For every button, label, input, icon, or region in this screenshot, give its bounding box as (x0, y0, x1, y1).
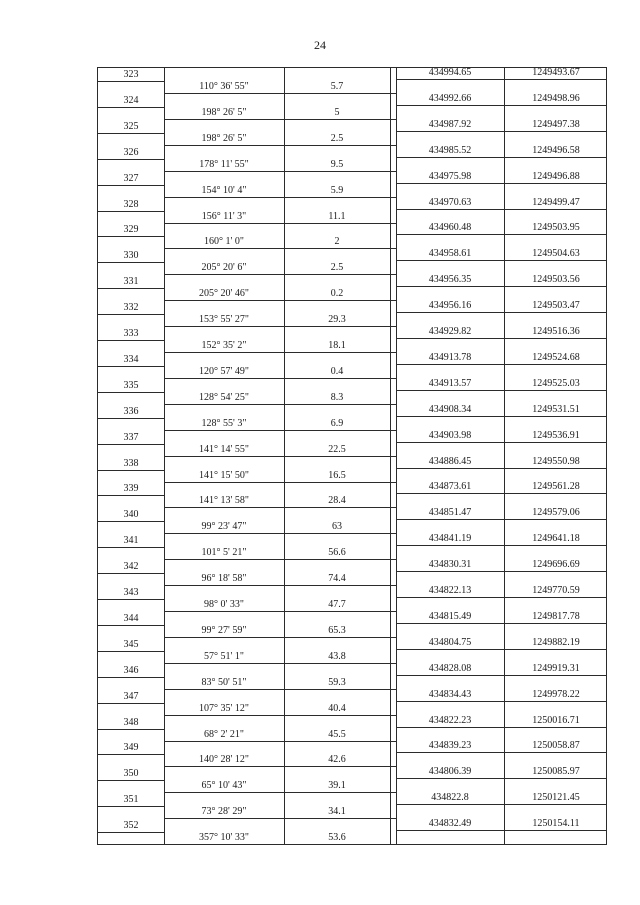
coordinate-x: 434958.61 (428, 248, 472, 260)
segment-length: 5 (334, 106, 340, 118)
segment-length: 40.4 (328, 702, 346, 714)
row-divider (396, 416, 606, 417)
row-divider (164, 818, 396, 819)
row-divider (396, 468, 606, 469)
coordinate-y: 1249504.63 (532, 248, 580, 260)
coordinate-x: 434804.75 (428, 636, 472, 648)
coordinate-y: 1249503.47 (532, 300, 580, 312)
coordinate-y: 1249499.47 (532, 196, 580, 208)
direction-angle: 107° 35' 12" (199, 702, 249, 714)
column-divider (504, 68, 505, 844)
point-number: 328 (123, 198, 139, 210)
segment-length: 6.9 (330, 417, 344, 429)
row-divider (396, 597, 606, 598)
coordinate-x: 434832.49 (428, 818, 472, 830)
row-divider (396, 830, 606, 831)
point-number: 331 (123, 276, 139, 288)
row-divider (164, 197, 396, 198)
coordinate-y: 1249516.36 (532, 326, 580, 337)
coordinate-x: 434873.61 (428, 481, 472, 493)
point-number: 341 (123, 535, 139, 547)
coordinate-y: 1249497.38 (532, 118, 580, 130)
segment-length: 34.1 (328, 806, 346, 818)
point-number: 347 (123, 690, 139, 702)
row-divider (164, 326, 396, 327)
segment-length: 5.9 (330, 184, 344, 196)
row-divider (164, 507, 396, 508)
direction-angle: 205° 20' 6" (201, 262, 247, 274)
row-divider (164, 663, 396, 664)
row-divider (164, 766, 396, 767)
row-divider (164, 482, 396, 483)
direction-angle: 65° 10' 43" (201, 780, 247, 792)
row-divider (396, 338, 606, 339)
row-divider (98, 366, 164, 367)
row-divider (164, 844, 396, 845)
row-divider (98, 677, 164, 678)
row-divider (98, 340, 164, 341)
row-divider (98, 780, 164, 781)
coordinate-x: 434987.92 (428, 118, 472, 130)
coordinate-x: 434956.16 (428, 300, 472, 312)
segment-length: 47.7 (328, 599, 346, 610)
row-divider (98, 236, 164, 237)
row-divider (98, 599, 164, 600)
row-divider (98, 288, 164, 289)
row-divider (98, 547, 164, 548)
coordinate-y: 1250154.11 (532, 818, 580, 830)
coordinate-x: 434903.98 (428, 429, 472, 441)
segment-length: 29.3 (328, 314, 346, 326)
point-number: 335 (123, 379, 139, 391)
segment-length: 43.8 (328, 650, 346, 662)
row-divider (164, 741, 396, 742)
row-divider (396, 209, 606, 210)
segment-length: 2 (334, 236, 340, 248)
coordinate-x: 434851.47 (428, 507, 472, 519)
row-divider (396, 571, 606, 572)
row-divider (396, 312, 606, 313)
page-number: 24 (314, 38, 326, 52)
row-divider (164, 792, 396, 793)
row-divider (98, 754, 164, 755)
row-divider (98, 81, 164, 82)
point-number: 337 (123, 431, 139, 443)
row-divider (396, 131, 606, 132)
direction-angle: 141° 13' 58" (199, 495, 249, 507)
segment-length: 59.3 (328, 676, 346, 688)
coordinate-y: 1249641.18 (532, 533, 580, 545)
row-divider (98, 392, 164, 393)
row-divider (98, 729, 164, 730)
row-divider (98, 521, 164, 522)
segment-length: 2.5 (330, 132, 344, 144)
segment-length: 5.7 (330, 81, 344, 92)
segment-length: 45.5 (328, 728, 346, 740)
row-divider (396, 701, 606, 702)
direction-angle: 198° 26' 5" (201, 132, 247, 144)
coordinate-y: 1249496.88 (532, 170, 580, 182)
coordinate-y: 1250058.87 (532, 740, 580, 752)
direction-angle: 98° 0' 33" (204, 599, 244, 610)
segment-length: 18.1 (328, 340, 346, 351)
row-divider (396, 752, 606, 753)
direction-angle: 73° 28' 29" (201, 806, 247, 818)
point-number: 325 (123, 120, 139, 132)
row-divider (164, 715, 396, 716)
coordinate-y: 1249978.22 (532, 688, 580, 700)
coordinate-y: 1249561.28 (532, 481, 580, 493)
row-divider (396, 804, 606, 805)
coordinate-y: 1249770.59 (532, 585, 580, 596)
survey-table (97, 67, 607, 845)
direction-angle: 140° 28' 12" (199, 754, 249, 766)
segment-length: 63 (332, 521, 342, 533)
coordinate-x: 434908.34 (428, 403, 472, 415)
point-number: 345 (123, 638, 139, 650)
row-divider (396, 183, 606, 184)
point-number: 334 (123, 353, 139, 365)
coordinate-y: 1249550.98 (532, 455, 580, 467)
coordinate-y: 1249919.31 (532, 662, 580, 674)
row-divider (164, 274, 396, 275)
row-divider (98, 185, 164, 186)
point-number: 346 (123, 664, 139, 676)
point-number: 332 (123, 302, 139, 314)
coordinate-x: 434822.23 (428, 714, 472, 726)
point-number: 352 (123, 820, 139, 832)
coordinate-y: 1249817.78 (532, 610, 580, 622)
row-divider (396, 79, 606, 80)
point-number: 340 (123, 509, 139, 521)
point-number: 336 (123, 405, 139, 417)
coordinate-y: 1249524.68 (532, 351, 580, 363)
row-divider (164, 145, 396, 146)
coordinate-x: 434970.63 (428, 196, 472, 208)
coordinate-x: 434960.48 (428, 222, 472, 234)
point-number: 324 (123, 94, 139, 106)
row-divider (396, 623, 606, 624)
segment-length: 16.5 (328, 469, 346, 481)
row-divider (396, 519, 606, 520)
row-divider (98, 832, 164, 833)
point-number: 338 (123, 457, 139, 469)
coordinate-y: 1249503.95 (532, 222, 580, 234)
coordinate-x: 434956.35 (428, 274, 472, 286)
direction-angle: 57° 51' 1" (204, 650, 244, 662)
row-divider (396, 234, 606, 235)
row-divider (396, 649, 606, 650)
coordinate-x: 434985.52 (428, 144, 472, 156)
segment-length: 11.1 (328, 210, 346, 222)
row-divider (164, 456, 396, 457)
segment-length: 39.1 (328, 780, 346, 792)
row-divider (98, 159, 164, 160)
direction-angle: 141° 15' 50" (199, 469, 249, 481)
row-divider (164, 404, 396, 405)
direction-angle: 205° 20' 46" (199, 288, 249, 300)
coordinate-x: 434822.8 (431, 792, 469, 804)
direction-angle: 152° 35' 2" (201, 340, 247, 351)
coordinate-x: 434830.31 (428, 559, 472, 571)
point-number: 351 (123, 794, 139, 806)
coordinate-y: 1250085.97 (532, 766, 580, 778)
row-divider (164, 352, 396, 353)
coordinate-x: 434886.45 (428, 455, 472, 467)
row-divider (98, 211, 164, 212)
segment-length: 74.4 (328, 573, 346, 585)
row-divider (164, 637, 396, 638)
segment-length: 42.6 (328, 754, 346, 766)
row-divider (98, 314, 164, 315)
direction-angle: 178° 11' 55" (199, 158, 249, 170)
segment-length: 65.3 (328, 624, 346, 636)
direction-angle: 99° 27' 59" (201, 624, 247, 636)
row-divider (396, 778, 606, 779)
coordinate-y: 1249503.56 (532, 274, 580, 286)
point-number: 344 (123, 612, 139, 624)
point-number: 343 (123, 587, 139, 598)
point-number: 339 (123, 483, 139, 495)
coordinate-y: 1250121.45 (532, 792, 580, 804)
point-number: 349 (123, 742, 139, 754)
coordinate-x: 434839.23 (428, 740, 472, 752)
point-number: 350 (123, 768, 139, 780)
row-divider (164, 378, 396, 379)
point-number: 327 (123, 172, 139, 184)
direction-angle: 96° 18' 58" (201, 573, 247, 585)
row-divider (98, 262, 164, 263)
row-divider (98, 495, 164, 496)
direction-angle: 154° 10' 4" (201, 184, 247, 196)
coordinate-y: 1249531.51 (532, 403, 580, 415)
point-number: 342 (123, 561, 139, 573)
row-divider (164, 689, 396, 690)
coordinate-y: 1250016.71 (532, 714, 580, 726)
coordinate-y: 1249498.96 (532, 92, 580, 104)
row-divider (98, 573, 164, 574)
segment-length: 0.4 (330, 365, 344, 377)
row-divider (164, 559, 396, 560)
row-divider (164, 93, 396, 94)
row-divider (396, 364, 606, 365)
coordinate-x: 434806.39 (428, 766, 472, 778)
direction-angle: 101° 5' 21" (201, 547, 247, 559)
coordinate-x: 434834.43 (428, 688, 472, 700)
row-divider (164, 585, 396, 586)
segment-length: 0.2 (330, 288, 344, 300)
segment-length: 56.6 (328, 547, 346, 559)
segment-length: 53.6 (328, 832, 346, 844)
coordinate-y: 1249696.69 (532, 559, 580, 571)
direction-angle: 141° 14' 55" (199, 443, 249, 455)
row-divider (98, 133, 164, 134)
row-divider (98, 418, 164, 419)
coordinate-y: 1249493.67 (532, 67, 580, 78)
point-number: 329 (123, 224, 139, 236)
row-divider (164, 119, 396, 120)
direction-angle: 68° 2' 21" (204, 728, 244, 740)
row-divider (396, 260, 606, 261)
coordinate-x: 434841.19 (428, 533, 472, 545)
direction-angle: 128° 54' 25" (199, 391, 249, 403)
coordinate-x: 434913.78 (428, 351, 472, 363)
point-number: 333 (123, 328, 139, 339)
row-divider (396, 675, 606, 676)
row-divider (98, 806, 164, 807)
direction-angle: 160° 1' 0" (204, 236, 244, 248)
row-divider (98, 651, 164, 652)
row-divider (98, 625, 164, 626)
coordinate-y: 1249579.06 (532, 507, 580, 519)
row-divider (164, 171, 396, 172)
coordinate-x: 434929.82 (428, 326, 472, 337)
row-divider (396, 545, 606, 546)
coordinate-x: 434975.98 (428, 170, 472, 182)
coordinate-x: 434815.49 (428, 610, 472, 622)
direction-angle: 357° 10' 33" (199, 832, 249, 844)
row-divider (396, 390, 606, 391)
coordinate-x: 434994.65 (428, 67, 472, 78)
point-number: 323 (123, 69, 139, 80)
row-divider (98, 444, 164, 445)
segment-length: 22.5 (328, 443, 346, 455)
direction-angle: 156° 11' 3" (201, 210, 247, 222)
coordinate-x: 434828.08 (428, 662, 472, 674)
coordinate-x: 434992.66 (428, 92, 472, 104)
row-divider (164, 300, 396, 301)
point-number: 330 (123, 250, 139, 262)
direction-angle: 120° 57' 49" (199, 365, 249, 377)
row-divider (396, 442, 606, 443)
row-divider (98, 703, 164, 704)
segment-length: 2.5 (330, 262, 344, 274)
row-divider (396, 286, 606, 287)
coordinate-y: 1249525.03 (532, 377, 580, 389)
row-divider (164, 223, 396, 224)
direction-angle: 110° 36' 55" (199, 81, 249, 92)
row-divider (396, 105, 606, 106)
row-divider (396, 727, 606, 728)
coordinate-y: 1249882.19 (532, 636, 580, 648)
point-number: 348 (123, 716, 139, 728)
coordinate-x: 434913.57 (428, 377, 472, 389)
direction-angle: 153° 55' 27" (199, 314, 249, 326)
row-divider (98, 107, 164, 108)
point-number: 326 (123, 146, 139, 158)
segment-length: 8.3 (330, 391, 344, 403)
coordinate-y: 1249536.91 (532, 429, 580, 441)
segment-length: 28.4 (328, 495, 346, 507)
segment-length: 9.5 (330, 158, 344, 170)
row-divider (164, 430, 396, 431)
coordinate-y: 1249496.58 (532, 144, 580, 156)
row-divider (396, 157, 606, 158)
row-divider (164, 611, 396, 612)
row-divider (396, 493, 606, 494)
direction-angle: 198° 26' 5" (201, 106, 247, 118)
direction-angle: 99° 23' 47" (201, 521, 247, 533)
row-divider (98, 470, 164, 471)
direction-angle: 128° 55' 3" (201, 417, 247, 429)
row-divider (164, 533, 396, 534)
direction-angle: 83° 50' 51" (201, 676, 247, 688)
row-divider (164, 248, 396, 249)
coordinate-x: 434822.13 (428, 585, 472, 596)
